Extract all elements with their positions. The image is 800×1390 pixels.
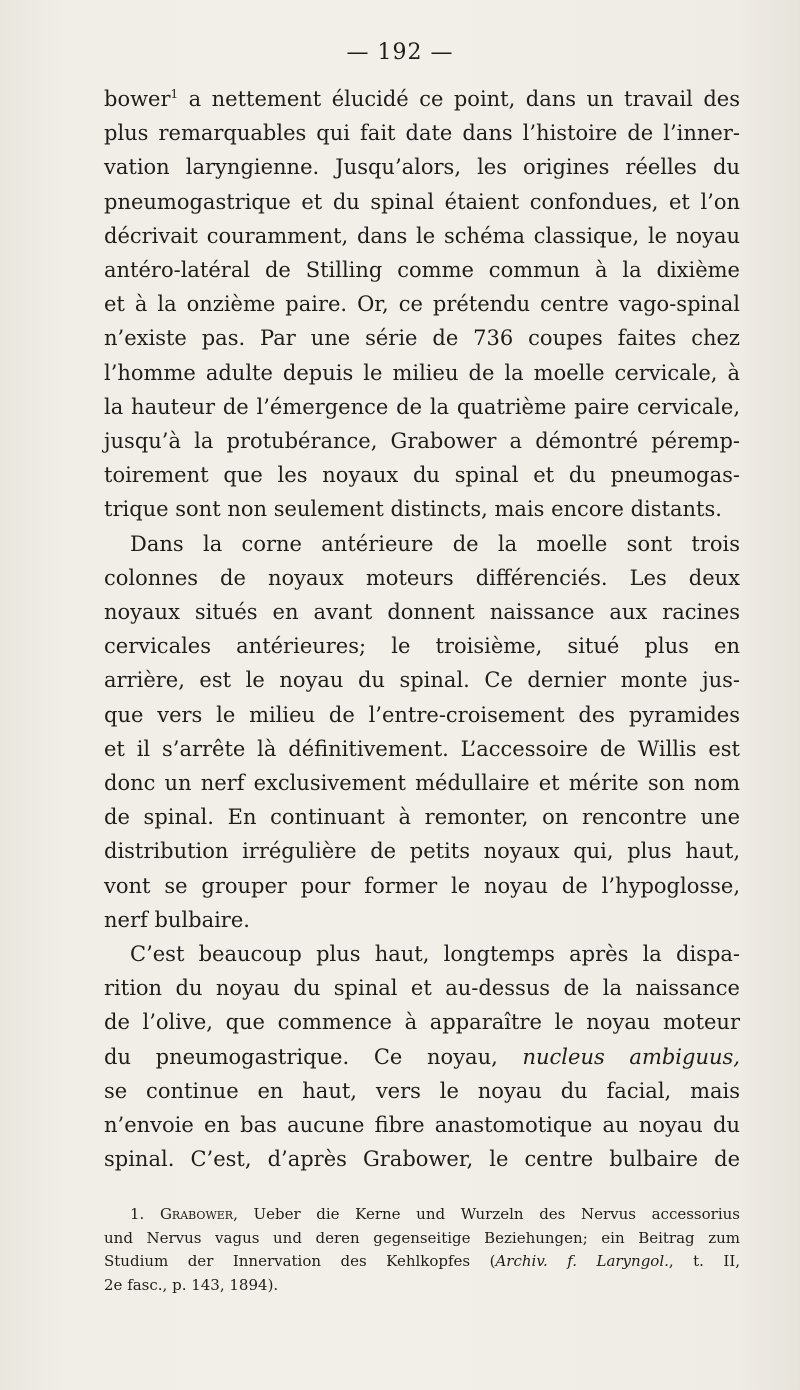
footnotes	[104, 1203, 740, 1297]
text-line: distribution irrégulière de petits noyaux qui, plus haut,	[104, 839, 740, 864]
text-line: rition du noyau du spinal et au-dessus de la naissance	[104, 976, 740, 1001]
text-line: et à la onzième paire. Or, ce prétendu centre vago-spinal	[104, 292, 740, 317]
text-line: la hauteur de l’émergence de la quatrième paire cervicale,	[104, 394, 740, 419]
footnote-number: 1.	[130, 1205, 145, 1223]
text-line: C’est beaucoup plus haut, longtemps après la dispa-	[130, 942, 740, 967]
text-fragment: a nettement élucidé ce point, dans un travail des	[188, 87, 740, 111]
text-line: arrière, est le noyau du spinal. Ce dernier monte jus-	[104, 668, 740, 693]
footnote-author: Grabower,	[159, 1205, 238, 1223]
text-line: et il s’arrête là définitivement. L’accessoire de Willis est	[104, 736, 740, 761]
text-line	[104, 82, 740, 116]
text-line: décrivait couramment, dans le schéma classique, le noyau	[104, 223, 740, 248]
paragraph-2	[104, 527, 740, 937]
text-line: se continue en haut, vers le noyau du facial, mais	[104, 1078, 740, 1103]
text-line: nerf bulbaire.	[104, 907, 250, 932]
page-number: — 192 —	[346, 40, 454, 65]
text-line	[104, 1040, 740, 1074]
body-text	[104, 82, 740, 1177]
footnote-line: 2e fasc., p. 143, 1894).	[104, 1275, 279, 1294]
paragraph-1	[104, 82, 740, 527]
text-line: cervicales antérieures; le troisième, situé plus en	[104, 634, 740, 659]
text-line: donc un nerf exclusivement médullaire et mérite son nom	[104, 771, 740, 796]
text-line: de spinal. En continuant à remonter, on rencontre une	[104, 805, 740, 830]
text-line: trique sont non seulement distincts, mais encore distants.	[104, 497, 722, 522]
footnote-line	[104, 1250, 740, 1274]
text-line: jusqu’à la protubérance, Grabower a démontré péremp-	[104, 429, 740, 454]
text-fragment: Studium der Innervation des Kehlkopfes (	[104, 1252, 496, 1270]
text-fragment: , t. II,	[668, 1252, 741, 1270]
text-line: plus remarquables qui fait date dans l’histoire de l’inner-	[104, 121, 740, 146]
text-line: vation laryngienne. Jusqu’alors, les origines réelles du	[104, 155, 740, 180]
footnote-line	[104, 1203, 740, 1227]
text-line: pneumogastrique et du spinal étaient confondues, et l’on	[104, 189, 740, 214]
footnote-reference[interactable]: 1	[170, 87, 179, 101]
latin-term: nucleus ambiguus,	[522, 1044, 740, 1069]
text-line: antéro-latéral de Stilling comme commun à la dixième	[104, 258, 740, 283]
text-line: vont se grouper pour former le noyau de l’hypoglosse,	[104, 873, 740, 898]
text-fragment: du pneumogastrique. Ce noyau,	[104, 1044, 498, 1069]
footnote-text: Ueber die Kerne und Wurzeln des Nervus accessorius	[253, 1205, 740, 1223]
footnote-line: und Nervus vagus und deren gegenseitige Beziehungen; ein Beitrag zum	[104, 1228, 740, 1247]
text-line: l’homme adulte depuis le milieu de la moelle cervicale, à	[104, 360, 740, 385]
text-line: de l’olive, que commence à apparaître le noyau moteur	[104, 1010, 740, 1035]
text-line: spinal. C’est, d’après Grabower, le centre bulbaire de	[104, 1147, 740, 1172]
text-line: n’existe pas. Par une série de 736 coupes faites chez	[104, 326, 740, 351]
journal-title: Archiv. f. Laryngol.	[495, 1252, 669, 1270]
text-line: colonnes de noyaux moteurs différenciés. Les deux	[104, 565, 740, 590]
text-line: que vers le milieu de l’entre-croisement des pyramides	[104, 702, 740, 727]
text-fragment: bower	[104, 87, 171, 111]
text-line: noyaux situés en avant donnent naissance aux racines	[104, 600, 740, 625]
paragraph-3	[104, 937, 740, 1176]
text-line: toirement que les noyaux du spinal et du pneumogas-	[104, 463, 740, 488]
text-line: Dans la corne antérieure de la moelle sont trois	[130, 531, 740, 556]
text-line: n’envoie en bas aucune fibre anastomotique au noyau du	[104, 1113, 740, 1138]
